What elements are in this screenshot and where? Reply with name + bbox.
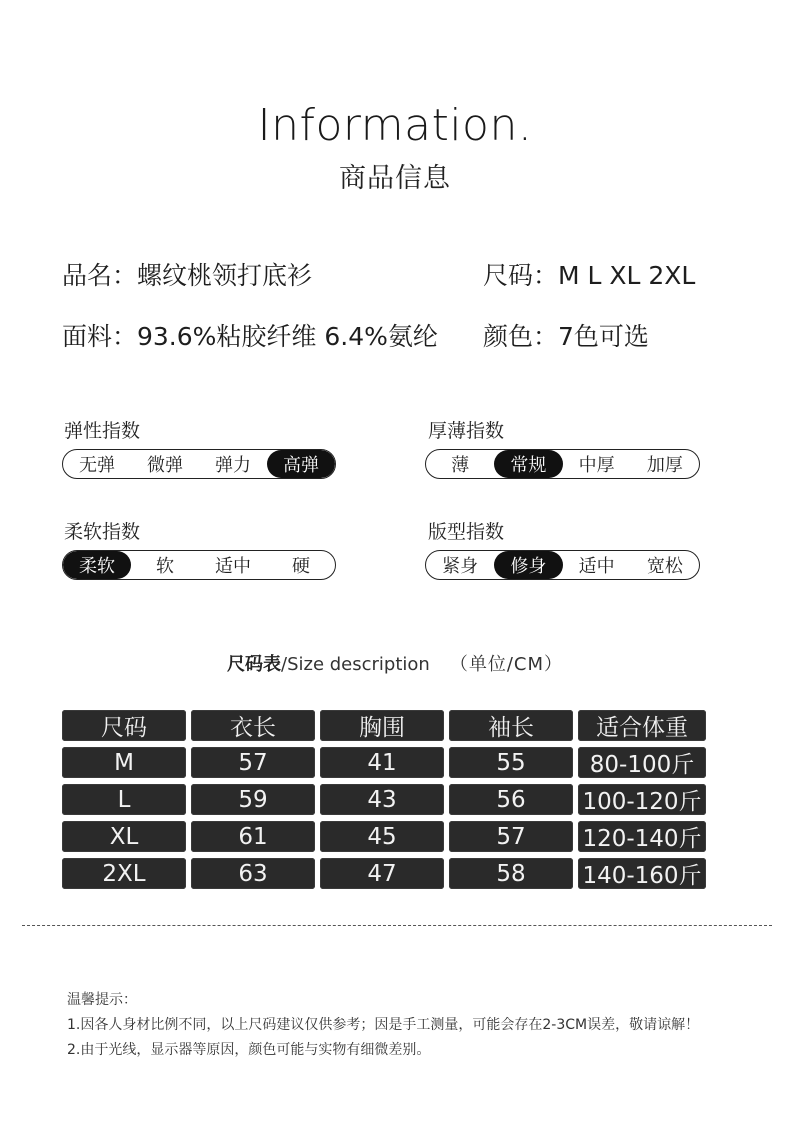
product-name: 品名：螺纹桃领打底衫 (62, 261, 313, 290)
fit-option: 适中 (578, 556, 615, 577)
table-cell: 80-100斤 (578, 747, 706, 778)
fit-option: 紧身 (442, 556, 479, 577)
softness-scale (62, 550, 336, 580)
table-cell: L (62, 784, 186, 815)
fit-option: 修身 (494, 551, 562, 579)
table-cell: 47 (320, 858, 444, 889)
size-chart-title (0, 650, 790, 676)
table-cell: 63 (191, 858, 315, 889)
softness-option: 硬 (292, 556, 310, 577)
softness-option: 软 (156, 556, 174, 577)
thickness-option: 加厚 (646, 455, 683, 476)
table-cell: 120-140斤 (578, 821, 706, 852)
fit-label: 版型指数 (428, 521, 505, 543)
table-cell: 140-160斤 (578, 858, 706, 889)
size-table (62, 710, 712, 889)
table-cell: XL (62, 821, 186, 852)
table-cell: 43 (320, 784, 444, 815)
table-cell: M (62, 747, 186, 778)
table-header-cell: 适合体重 (578, 710, 706, 741)
size-chart-title-rest: /Size description (281, 654, 430, 675)
size-chart-title-bold: 尺码表 (227, 654, 281, 675)
table-cell: 100-120斤 (578, 784, 706, 815)
dashed-divider (22, 925, 772, 926)
size-chart-unit: （单位/CM） (449, 654, 563, 675)
softness-label: 柔软指数 (64, 521, 141, 543)
table-cell: 56 (449, 784, 573, 815)
fit-option: 宽松 (646, 556, 683, 577)
thickness-option: 常规 (494, 450, 562, 478)
notes-line: 1.因各人身材比例不同，以上尺码建议仅供参考；因是手工测量，可能会存在2-3CM误差，敬请谅解！ (67, 1017, 700, 1033)
page-title-cn: 商品信息 (339, 163, 451, 194)
table-header-cell: 衣长 (191, 710, 315, 741)
page-title-en: Information. (257, 100, 533, 151)
product-fabric: 面料：93.6%粘胶纤维 6.4%氨纶 (62, 322, 438, 351)
table-header-cell: 尺码 (62, 710, 186, 741)
softness-option: 柔软 (63, 551, 131, 579)
table-cell: 61 (191, 821, 315, 852)
softness-option: 适中 (215, 556, 251, 577)
notes-line: 2.由于光线，显示器等原因，颜色可能与实物有细微差别。 (67, 1042, 431, 1058)
table-cell: 55 (449, 747, 573, 778)
fit-scale (425, 550, 700, 580)
elasticity-option: 微弹 (147, 455, 183, 476)
table-cell: 57 (191, 747, 315, 778)
table-cell: 2XL (62, 858, 186, 889)
elasticity-option: 无弹 (79, 455, 115, 476)
table-cell: 59 (191, 784, 315, 815)
table-header-cell: 袖长 (449, 710, 573, 741)
notes (67, 988, 699, 1063)
elasticity-option: 弹力 (215, 455, 251, 476)
thickness-label: 厚薄指数 (428, 420, 505, 442)
elasticity-label: 弹性指数 (64, 420, 141, 442)
table-cell: 58 (449, 858, 573, 889)
elasticity-scale (62, 449, 336, 479)
product-color: 颜色：7色可选 (483, 322, 649, 351)
table-cell: 41 (320, 747, 444, 778)
elasticity-option: 高弹 (267, 450, 335, 478)
table-cell: 57 (449, 821, 573, 852)
thickness-option: 薄 (451, 455, 470, 476)
table-header-cell: 胸围 (320, 710, 444, 741)
product-size: 尺码：M L XL 2XL (483, 261, 696, 290)
thickness-option: 中厚 (578, 455, 615, 476)
notes-heading: 温馨提示： (67, 992, 137, 1008)
thickness-scale (425, 449, 700, 479)
table-cell: 45 (320, 821, 444, 852)
